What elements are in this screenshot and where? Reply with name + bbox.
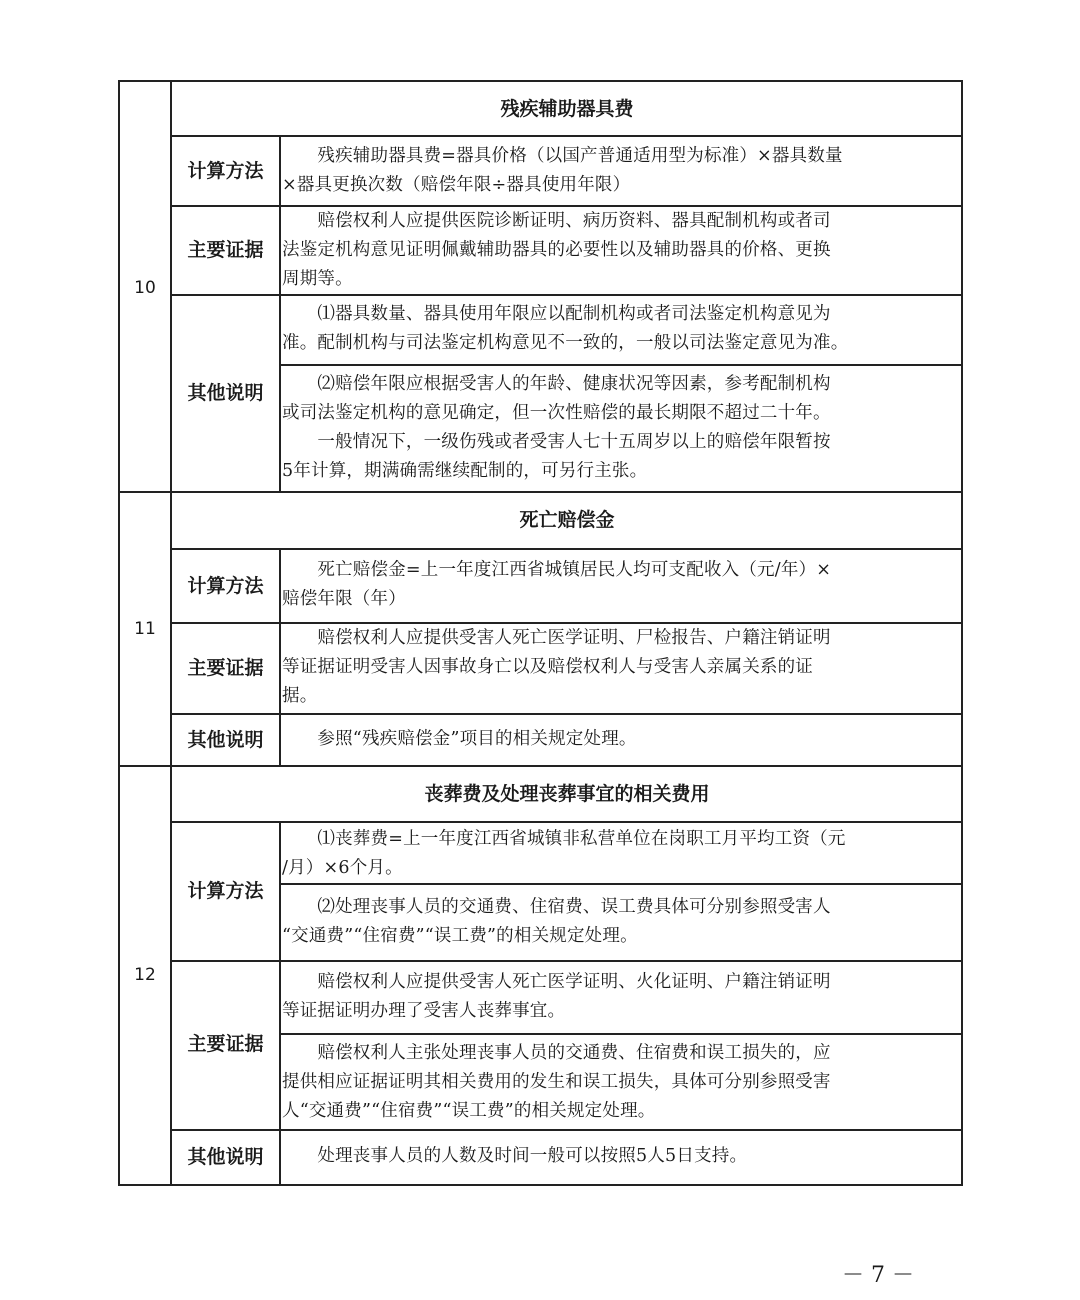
row-divider xyxy=(170,821,963,823)
table-border-top xyxy=(118,80,963,82)
evidence-text: 赔偿权利人应提供受害人死亡医学证明、尸检报告、户籍注销证明 等证据证明受害人因事故身亡以及赔偿权利人与受害人亲属关系的证 据。 xyxy=(282,628,831,706)
calc-method-text: 残疾辅助器具费=器具价格（以国产普通适用型为标准）×器具数量 ×器具更换次数（赔偿年限÷器具使用年限） xyxy=(282,146,843,195)
row-divider xyxy=(279,364,963,366)
row-divider xyxy=(279,883,963,885)
other-notes-label: 其他说明 xyxy=(187,729,264,751)
calc-method-label: 计算方法 xyxy=(187,160,264,182)
row-number: 10 xyxy=(134,278,156,298)
other-notes-text: 处理丧事人员的人数及时间一般可以按照5人5日支持。 xyxy=(282,1146,748,1166)
page-number: － 7 － xyxy=(842,1263,914,1288)
row-divider xyxy=(279,1033,963,1035)
row-divider xyxy=(170,960,963,962)
other-notes-text-a: ⑴器具数量、器具使用年限应以配制机构或者司法鉴定机构意见为 准。配制机构与司法鉴定机构意见不一致的，一般以司法鉴定意见为准。 xyxy=(282,304,849,353)
evidence-label: 主要证据 xyxy=(187,239,264,261)
calc-method-label: 计算方法 xyxy=(187,880,264,902)
row-divider xyxy=(170,1129,963,1131)
row-number: 11 xyxy=(134,619,156,639)
other-notes-text-b: ⑵赔偿年限应根据受害人的年龄、健康状况等因素，参考配制机构 或司法鉴定机构的意见确定，但一次性赔偿的最长期限不超过二十年。 一般情况下，一级伤残或者受害人七十五周岁以上的赔偿年限暂按 5年计算，期满确需继续配制的，可另行主张。 xyxy=(282,374,831,481)
section-divider xyxy=(118,491,963,493)
label-column-divider xyxy=(279,135,281,492)
label-column-divider xyxy=(279,548,281,766)
row-divider xyxy=(170,713,963,715)
table-border-bottom xyxy=(118,1184,963,1186)
evidence-label: 主要证据 xyxy=(187,1033,264,1055)
calc-method-text-b: ⑵处理丧事人员的交通费、住宿费、误工费具体可分别参照受害人 “交通费”“住宿费”“误工费”的相关规定处理。 xyxy=(282,897,831,946)
evidence-text: 赔偿权利人应提供医院诊断证明、病历资料、器具配制机构或者司 法鉴定机构意见证明佩戴辅助器具的必要性以及辅助器具的价格、更换 周期等。 xyxy=(282,211,831,289)
calc-method-label: 计算方法 xyxy=(187,575,264,597)
table-border-right xyxy=(961,80,963,1186)
label-column-divider xyxy=(279,821,281,1185)
calc-method-text-a: ⑴丧葬费=上一年度江西省城镇非私营单位在岗职工月平均工资（元 /月）×6个月。 xyxy=(282,829,846,878)
row-divider xyxy=(170,548,963,550)
calc-method-text: 死亡赔偿金=上一年度江西省城镇居民人均可支配收入（元/年）× 赔偿年限（年） xyxy=(282,560,832,609)
other-notes-label: 其他说明 xyxy=(187,382,264,404)
section-title: 残疾辅助器具费 xyxy=(500,98,634,120)
evidence-label: 主要证据 xyxy=(187,657,264,679)
section-title: 丧葬费及处理丧葬事宜的相关费用 xyxy=(424,783,710,805)
section-title: 死亡赔偿金 xyxy=(519,509,615,531)
section-divider xyxy=(118,765,963,767)
evidence-text-a: 赔偿权利人应提供受害人死亡医学证明、火化证明、户籍注销证明 等证据证明办理了受害人丧葬事宜。 xyxy=(282,972,831,1021)
row-divider xyxy=(170,294,963,296)
row-divider xyxy=(170,135,963,137)
other-notes-text: 参照“残疾赔偿金”项目的相关规定处理。 xyxy=(282,729,637,749)
evidence-text-b: 赔偿权利人主张处理丧事人员的交通费、住宿费和误工损失的，应 提供相应证据证明其相关费用的发生和误工损失，具体可分别参照受害 人“交通费”“住宿费”“误工费”的相关规定处理。 xyxy=(282,1043,831,1121)
row-number: 12 xyxy=(134,965,156,985)
other-notes-label: 其他说明 xyxy=(187,1146,264,1168)
